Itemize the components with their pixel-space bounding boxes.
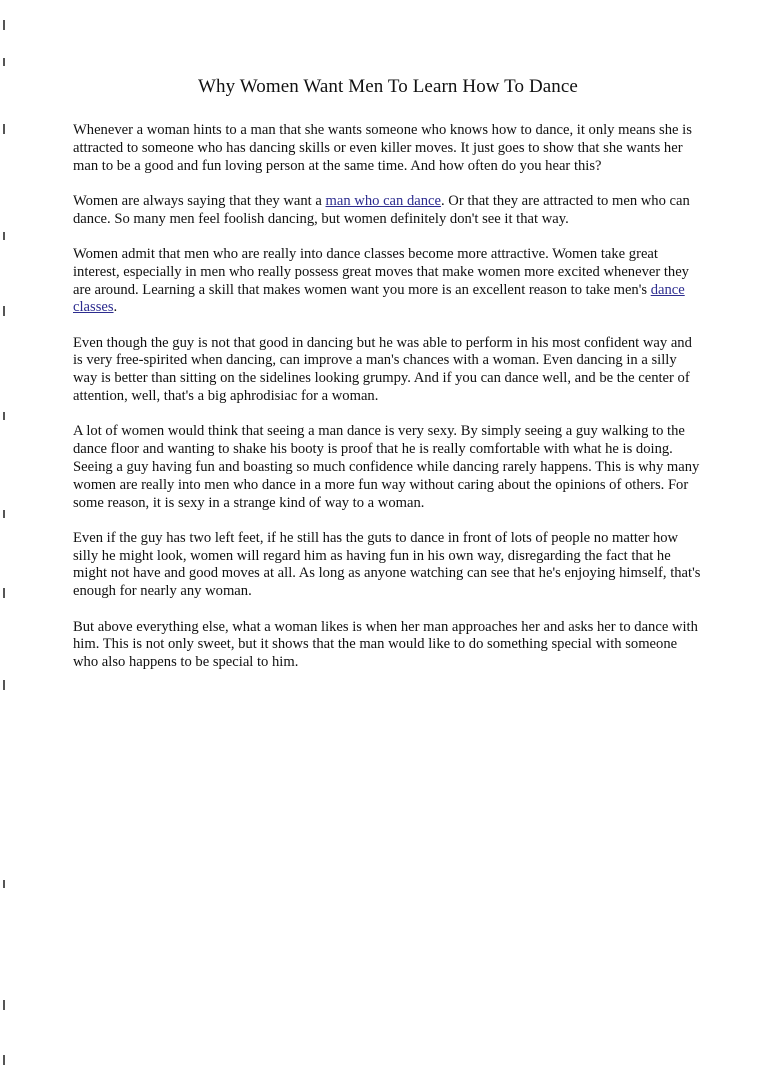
paragraph-text: . bbox=[113, 299, 118, 316]
edge-artifact-mark bbox=[3, 510, 5, 518]
body-paragraph bbox=[73, 530, 703, 601]
document-body bbox=[73, 122, 703, 672]
paragraph-text: Women admit that men who are really into dance classes become more attractive. Women take great interest, especially in men who really possess great moves that make women more excited whenever they are around. Learning a skill that makes women want you more is an excellent reason to take men's bbox=[73, 245, 689, 298]
edge-artifact-mark bbox=[3, 124, 5, 134]
paragraph-text: Even though the guy is not that good in dancing but he was able to perform in his most confident way and is very free-spirited when dancing, can improve a man's chances with a woman. Even dancing in a silly way is better than sitting on the sidelines looking grumpy. And if you can dance well, and be the center of attention, well, that's a big aphrodisiac for a woman. bbox=[73, 334, 692, 405]
edge-artifact-mark bbox=[3, 58, 5, 66]
paragraph-text: Whenever a woman hints to a man that she wants someone who knows how to dance, it only means she is attracted to someone who has dancing skills or even killer moves. It just goes to show that she wants her man to be a good and fun loving person at the same time. And how often do you hear this? bbox=[73, 122, 692, 174]
paragraph-text: A lot of women would think that seeing a man dance is very sexy. By simply seeing a guy walking to the dance floor and wanting to shake his booty is proof that he is really comfortable with what he is doing. Seeing a guy having fun and boasting so much confidence while dancing rarely happens. This is why many women are really into men who dance in a more fun way without caring about the opinions of others. For some reason, it is sexy in a strange kind of way to a woman. bbox=[73, 423, 700, 511]
body-paragraph bbox=[73, 335, 703, 406]
inline-link[interactable]: dance classes bbox=[73, 281, 685, 316]
edge-artifact-mark bbox=[3, 306, 5, 316]
edge-artifact-mark bbox=[3, 232, 5, 240]
body-paragraph bbox=[73, 193, 703, 229]
page-edge-artifacts bbox=[0, 0, 12, 1087]
edge-artifact-mark bbox=[3, 588, 5, 598]
edge-artifact-mark bbox=[3, 20, 5, 30]
paragraph-text: But above everything else, what a woman likes is when her man approaches her and asks her to dance with him. This is not only sweet, but it shows that the man would like to do something special with someone who also happens to be special to him. bbox=[73, 618, 698, 671]
paragraph-text: Women are always saying that they want a bbox=[73, 192, 326, 209]
document-title: Why Women Want Men To Learn How To Dance bbox=[198, 76, 578, 97]
body-paragraph bbox=[73, 122, 703, 175]
body-paragraph bbox=[73, 246, 703, 317]
edge-artifact-mark bbox=[3, 880, 5, 888]
document-content bbox=[73, 74, 703, 689]
edge-artifact-mark bbox=[3, 1000, 5, 1010]
edge-artifact-mark bbox=[3, 680, 5, 690]
inline-link[interactable]: man who can dance bbox=[325, 192, 441, 209]
body-paragraph bbox=[73, 423, 703, 512]
edge-artifact-mark bbox=[3, 412, 5, 420]
paragraph-text: . Or that they are attracted to men who can dance. So many men feel foolish dancing, but women definitely don't see it that way. bbox=[73, 192, 690, 227]
edge-artifact-mark bbox=[3, 1055, 5, 1065]
body-paragraph bbox=[73, 619, 703, 672]
paragraph-text: Even if the guy has two left feet, if he still has the guts to dance in front of lots of people no matter how silly he might look, women will regard him as having fun in his own way, disregarding the fact that he might not have and good moves at all. As long as anyone watching can see that he's enjoying himself, that's enough for nearly any woman. bbox=[73, 529, 701, 600]
